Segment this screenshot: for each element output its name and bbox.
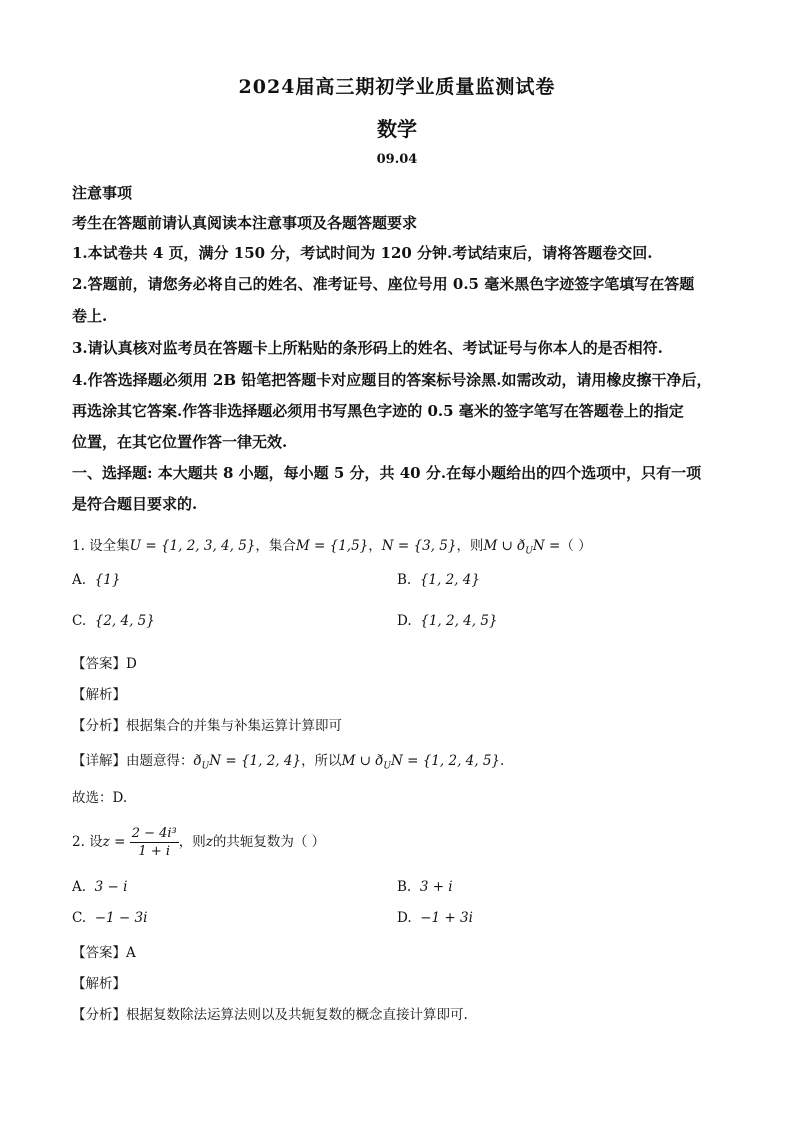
q2-option-a-value: 3 − i (94, 879, 128, 895)
notice-item-1: 1.本试卷共 4 页，满分 150 分，考试时间为 120 分钟.考试结束后，请将答题卷交回. (72, 244, 653, 262)
q1-set-m: M = {1,5} (295, 538, 369, 554)
q2-answer-tag: 【答案】 (72, 945, 126, 961)
q1-prefix: 1. 设全集 (72, 538, 130, 554)
q1-option-a-value: {1} (94, 572, 121, 588)
q1-detail-tag: 【详解】 (72, 753, 126, 769)
q1-detail-eq2: N = {1, 2, 4, 5} (391, 753, 501, 769)
q2-denominator: 1 + i (138, 844, 171, 859)
q1-mid1: ，集合 (255, 538, 296, 554)
q1-detail-sub: U (201, 761, 210, 772)
q1-option-c-value: {2, 4, 5} (94, 613, 155, 629)
q2-option-c (72, 910, 147, 926)
q1-answer-value: D (126, 656, 137, 672)
notice-item-3: 3.请认真核对监考员在答题卡上所粘贴的条形码上的姓名、考试证号与你本人的是否相符. (72, 339, 663, 357)
q2-option-d-label: D. (397, 910, 412, 926)
q1-analysis-tag: 【解析】 (72, 687, 126, 703)
q2-option-c-value: −1 − 3i (94, 910, 148, 926)
q1-detail-sub2: U (383, 761, 392, 772)
q2-z-eq: z = (102, 834, 126, 850)
q2-option-a (72, 879, 127, 895)
q1-expr2: N = (532, 538, 561, 554)
q1-mid3: ，则 (456, 538, 484, 554)
q2-option-c-label: C. (72, 910, 87, 926)
q2-answer-value: A (126, 945, 136, 961)
notice-item-2-cont: 卷上. (72, 307, 108, 325)
q1-detail-complement: ð (193, 753, 202, 769)
q1-expr-sub: U (525, 546, 533, 557)
section-heading-line2: 是符合题目要求的. (72, 495, 198, 513)
q2-fenxi (72, 1003, 468, 1023)
q2-option-d-value: −1 + 3i (420, 910, 473, 926)
q1-option-b-value: {1, 2, 4} (419, 572, 480, 588)
q1-set-n: N = {3, 5} (381, 538, 457, 554)
q2-option-a-label: A. (72, 879, 87, 895)
q1-paren: （ ） (560, 538, 592, 554)
q2-tail: 的共轭复数为（ ） (212, 834, 326, 850)
notice-intro: 考生在答题前请认真阅读本注意事项及各题答题要求 (72, 214, 418, 232)
q1-detail-end: . (500, 753, 505, 769)
q1-option-b (397, 572, 480, 588)
q2-numerator: 2 − 4i³ (131, 826, 177, 841)
q1-option-b-label: B. (397, 572, 412, 588)
q1-detail-eq: N = {1, 2, 4} (209, 753, 302, 769)
q1-fenxi (72, 714, 342, 734)
q1-mid2: ， (368, 538, 382, 554)
q2-option-b (397, 879, 453, 895)
q1-detail-expr: M ∪ ð (341, 753, 384, 769)
q2-mid: ，则 (178, 834, 206, 850)
notice-item-2: 2.答题前，请您务必将自己的姓名、准考证号、座位号用 0.5 毫米黑色字迹签字笔填写在答题 (72, 275, 695, 293)
q1-detail (72, 749, 504, 772)
exam-date: 09.04 (376, 152, 418, 167)
q2-prefix: 2. 设 (72, 834, 103, 850)
q1-option-a (72, 572, 120, 588)
q1-detail-mid: ，所以 (301, 753, 342, 769)
q1-option-d-value: {1, 2, 4, 5} (420, 613, 498, 629)
q2-answer (72, 941, 136, 961)
q1-choose: 故选：D. (72, 790, 128, 806)
q2-fenxi-text: 根据复数除法运算法则以及共轭复数的概念直接计算即可. (126, 1007, 468, 1023)
exam-title: 2024届高三期初学业质量监测试卷 (238, 76, 556, 98)
q2-stem (72, 826, 325, 859)
q1-answer (72, 652, 137, 672)
q2-option-b-label: B. (397, 879, 412, 895)
q1-detail-pre: 由题意得： (126, 753, 194, 769)
q1-answer-tag: 【答案】 (72, 656, 126, 672)
q2-fraction (130, 826, 179, 859)
q2-analysis-tag: 【解析】 (72, 976, 126, 992)
q1-universal-set: U = {1, 2, 3, 4, 5} (129, 538, 256, 554)
q1-fenxi-tag: 【分析】 (72, 718, 126, 734)
q1-expr: M ∪ ð (483, 538, 526, 554)
q1-option-d (397, 613, 498, 629)
notice-item-4-cont1: 再选涂其它答案.作答非选择题必须用书写黑色字迹的 0.5 毫米的签字笔写在答题卷上的指定 (72, 402, 684, 420)
q2-option-d (397, 910, 473, 926)
q1-option-c (72, 613, 155, 629)
exam-subject: 数学 (377, 117, 417, 141)
notice-heading: 注意事项 (72, 184, 133, 202)
q1-option-a-label: A. (72, 572, 87, 588)
q1-stem (72, 534, 592, 557)
q2-z: z (205, 834, 213, 850)
q2-fenxi-tag: 【分析】 (72, 1007, 126, 1023)
section-heading-line1: 一、选择题: 本大题共 8 小题，每小题 5 分，共 40 分.在每小题给出的四个选项中，只有一项 (72, 464, 702, 482)
q2-option-b-value: 3 + i (419, 879, 453, 895)
q1-option-c-label: C. (72, 613, 87, 629)
notice-item-4: 4.作答选择题必须用 2B 铅笔把答题卡对应题目的答案标号涂黑.如需改动，请用橡皮擦干净后， (72, 371, 712, 389)
q1-fenxi-text: 根据集合的并集与补集运算计算即可 (126, 718, 342, 734)
q1-option-d-label: D. (397, 613, 412, 629)
notice-item-4-cont2: 位置，在其它位置作答一律无效. (72, 433, 288, 451)
